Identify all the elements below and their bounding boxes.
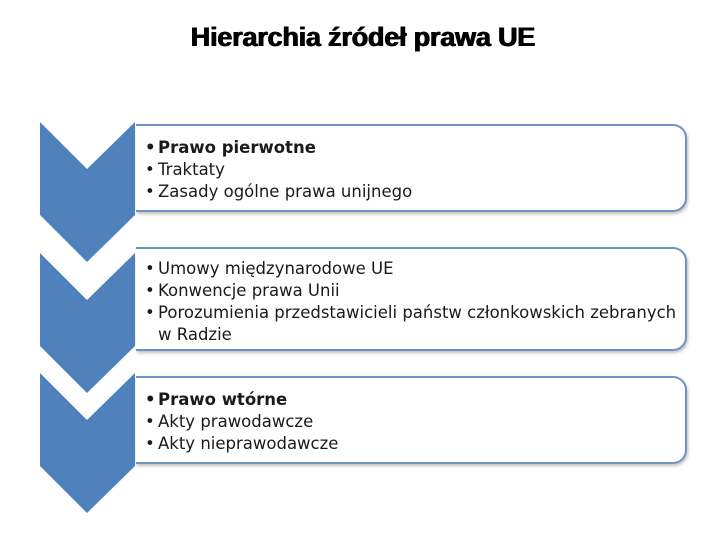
level-2-item: • Umowy międzynarodowe UE — [136, 258, 685, 280]
level-1-item: • Traktaty — [136, 159, 685, 181]
level-1-chevron — [40, 122, 135, 262]
level-2-item: • Konwencje prawa Unii — [136, 280, 685, 302]
level-2-item: • Porozumienia przedstawicieli państw członkowskich zebranych w Radzie — [136, 302, 685, 346]
level-2-box — [136, 247, 687, 351]
level-1-box — [136, 124, 687, 212]
level-3-item: • Akty nieprawodawcze — [136, 433, 685, 455]
level-2-chevron — [40, 253, 135, 393]
level-3-item: • Prawo wtórne — [136, 389, 685, 411]
level-1-item: • Prawo pierwotne — [136, 137, 685, 159]
level-3-box — [136, 376, 687, 464]
level-3-chevron — [40, 373, 135, 513]
level-3-item: • Akty prawodawcze — [136, 411, 685, 433]
page-title: Hierarchia źródeł prawa UE — [190, 22, 535, 52]
level-1-item: • Zasady ogólne prawa unijnego — [136, 181, 685, 203]
